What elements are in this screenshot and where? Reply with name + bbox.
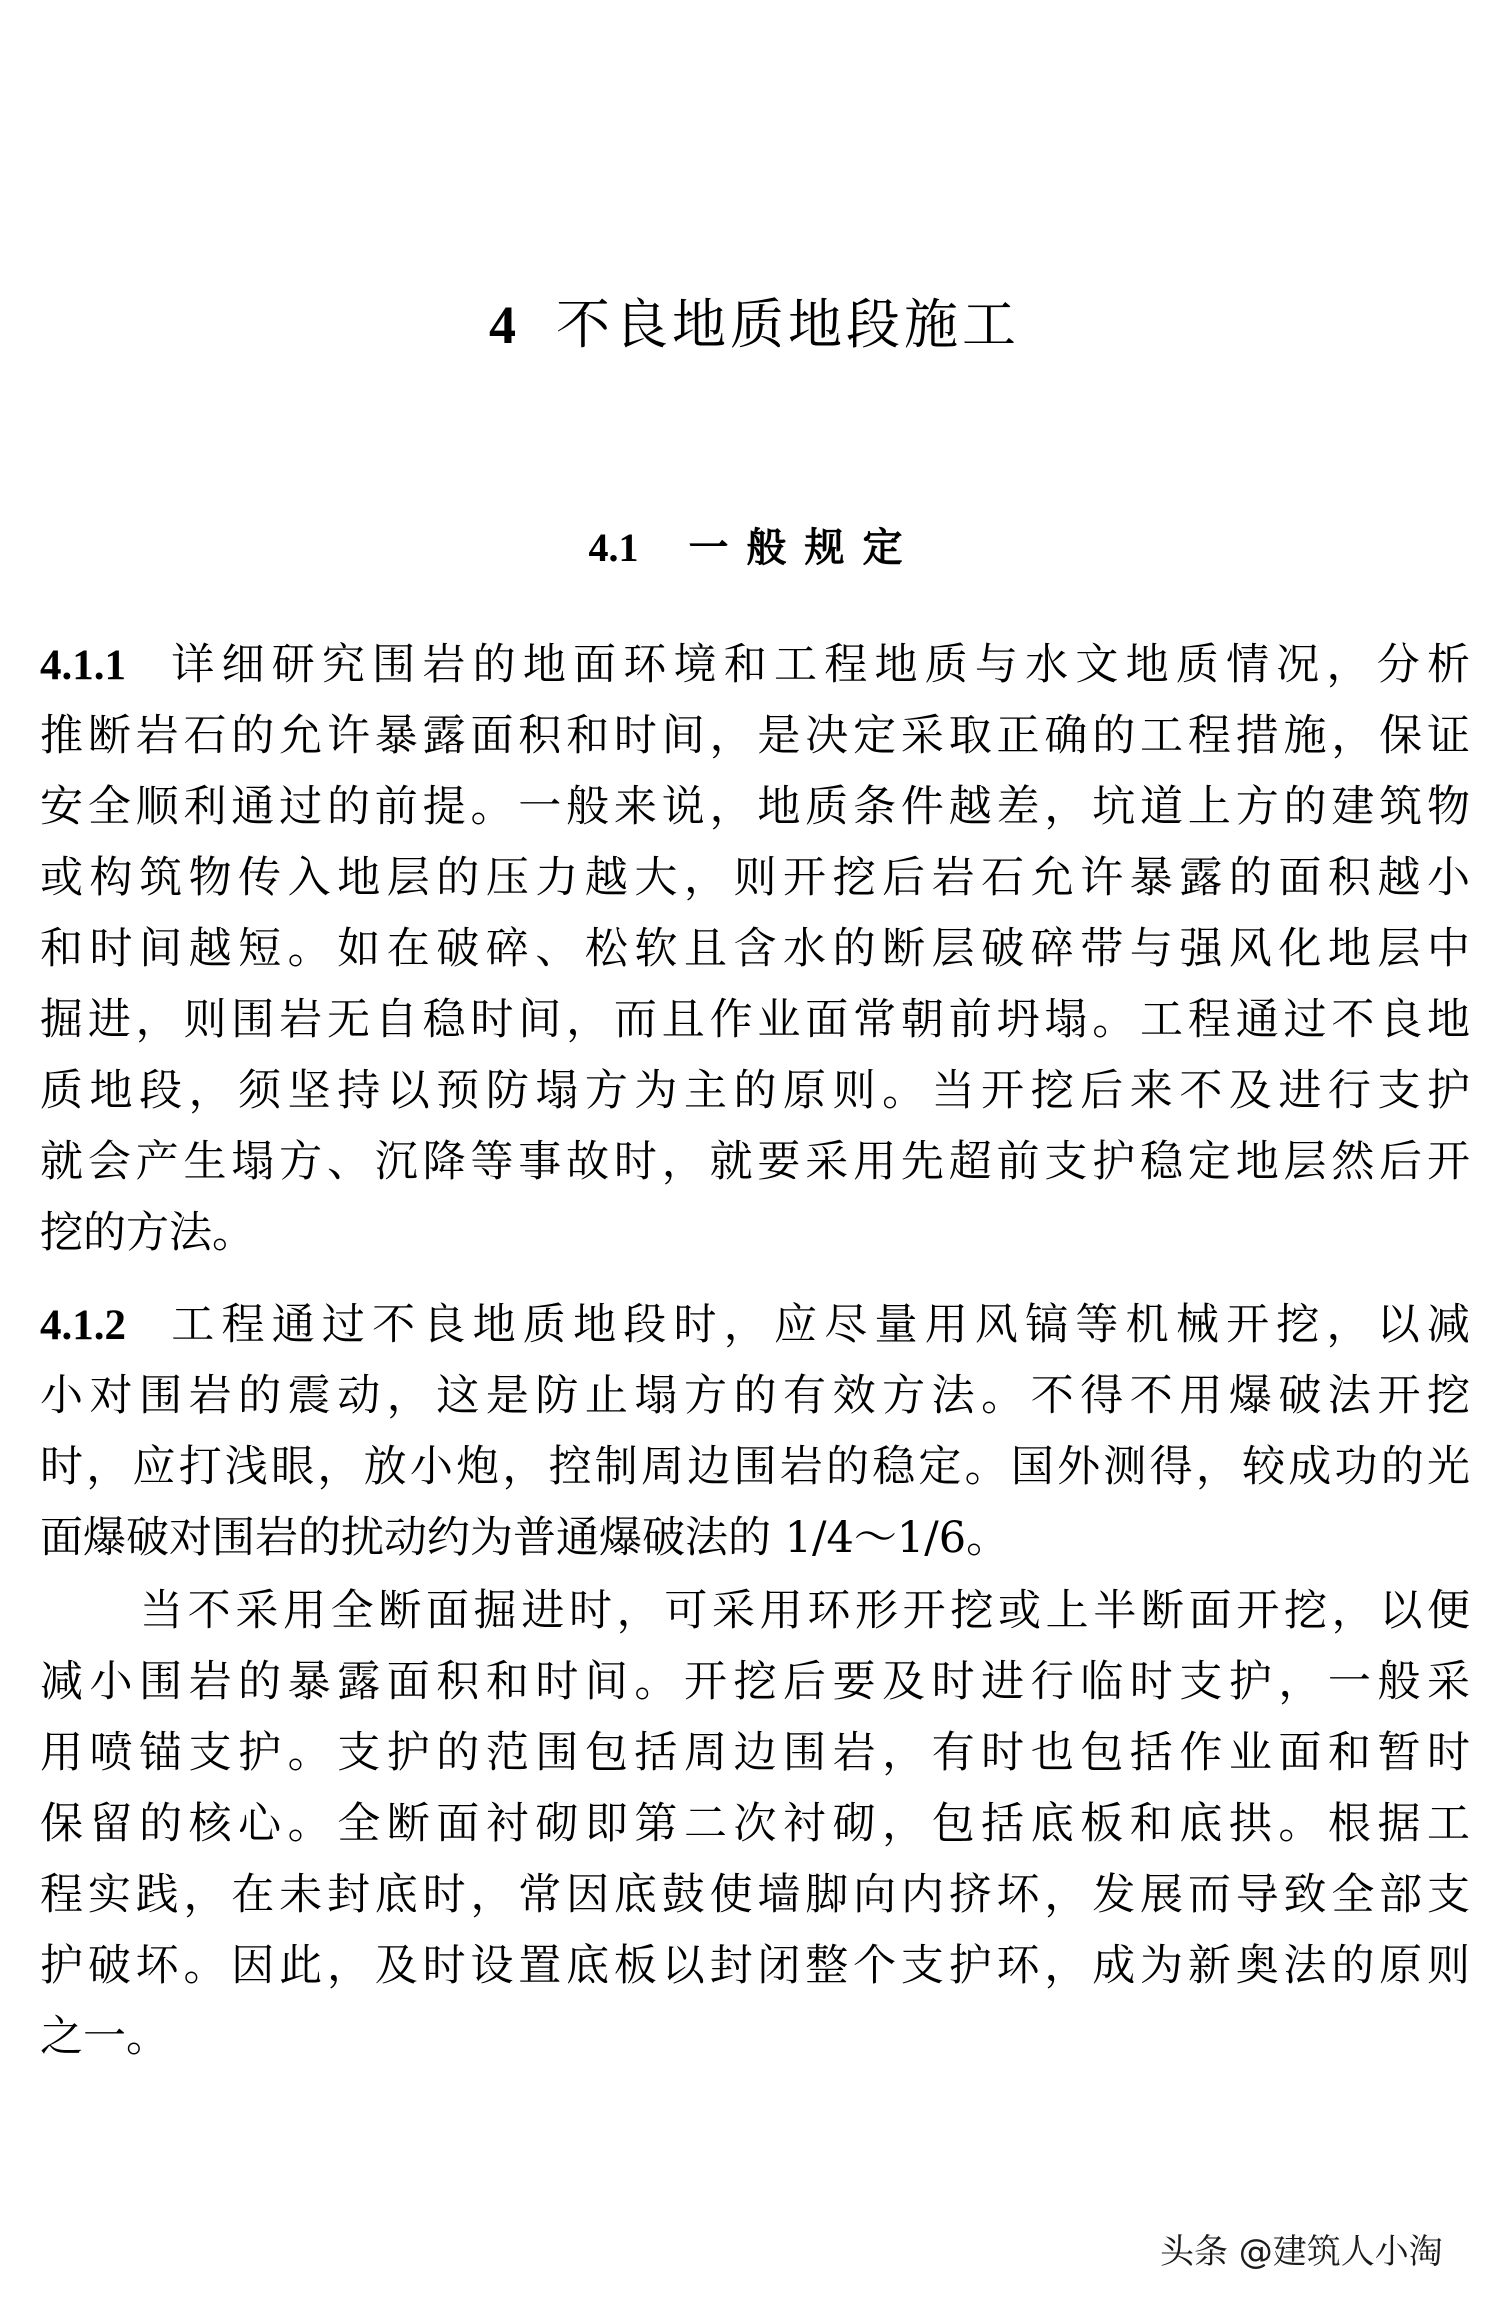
- line-text: 详细研究围岩的地面环境和工程地质与水文地质情况，分析: [164, 640, 1470, 690]
- paragraph-line: [40, 630, 1470, 700]
- section-title: 一般规定: [688, 524, 921, 571]
- paragraph-line: 面爆破对围岩的扰动约为普通爆破法的 1/4～1/6。: [40, 1513, 1010, 1563]
- paragraph-line: 和时间越短。如在破碎、松软且含水的断层破碎带与强风化地层中: [40, 924, 1470, 974]
- line-text: 工程通过不良地质地段时，应尽量用风镐等机械开挖，以减: [164, 1300, 1470, 1350]
- chapter-heading: [0, 290, 1509, 360]
- paragraph-line: 护破坏。因此，及时设置底板以封闭整个支护环，成为新奥法的原则: [40, 1941, 1470, 1991]
- paragraph-line: 挖的方法。: [40, 1208, 255, 1258]
- paragraph-line: 或构筑物传入地层的压力越大，则开挖后岩石允许暴露的面积越小: [40, 853, 1470, 903]
- paragraph-line: 安全顺利通过的前提。一般来说，地质条件越差，坑道上方的建筑物: [40, 782, 1470, 832]
- paragraph-line: 当不采用全断面掘进时，可采用环形开挖或上半断面开挖，以便: [140, 1586, 1470, 1636]
- paragraph-line: 质地段，须坚持以预防塌方为主的原则。当开挖后来不及进行支护: [40, 1066, 1470, 1116]
- section-number: 4.1: [588, 525, 639, 570]
- paragraph-line: 小对围岩的震动，这是防止塌方的有效方法。不得不用爆破法开挖: [40, 1371, 1470, 1421]
- paragraph-line: 时，应打浅眼，放小炮，控制周边围岩的稳定。国外测得，较成功的光: [40, 1442, 1470, 1492]
- paragraph-line: 推断岩石的允许暴露面积和时间，是决定采取正确的工程措施，保证: [40, 711, 1470, 761]
- paragraph-line: 就会产生塌方、沉降等事故时，就要采用先超前支护稳定地层然后开: [40, 1137, 1470, 1187]
- paragraph-line: 掘进，则围岩无自稳时间，而且作业面常朝前坍塌。工程通过不良地: [40, 995, 1470, 1045]
- paragraph-line: [40, 1290, 1470, 1360]
- section-heading: [0, 518, 1509, 578]
- paragraph-line: 用喷锚支护。支护的范围包括周边围岩，有时也包括作业面和暂时: [40, 1728, 1470, 1778]
- paragraph-line: 减小围岩的暴露面积和时间。开挖后要及时进行临时支护，一般采: [40, 1657, 1470, 1707]
- chapter-number: 4: [489, 295, 516, 355]
- clause-number: 4.1.1: [40, 642, 126, 689]
- watermark: 头条 @建筑人小淘: [1160, 2232, 1443, 2272]
- clause-number: 4.1.2: [40, 1302, 126, 1349]
- paragraph-line: 程实践，在未封底时，常因底鼓使墙脚向内挤坏，发展而导致全部支: [40, 1870, 1470, 1920]
- chapter-title: 不良地质地段施工: [556, 293, 1020, 356]
- paragraph-line: 之一。: [40, 2012, 169, 2062]
- paragraph-line: 保留的核心。全断面衬砌即第二次衬砌，包括底板和底拱。根据工: [40, 1799, 1470, 1849]
